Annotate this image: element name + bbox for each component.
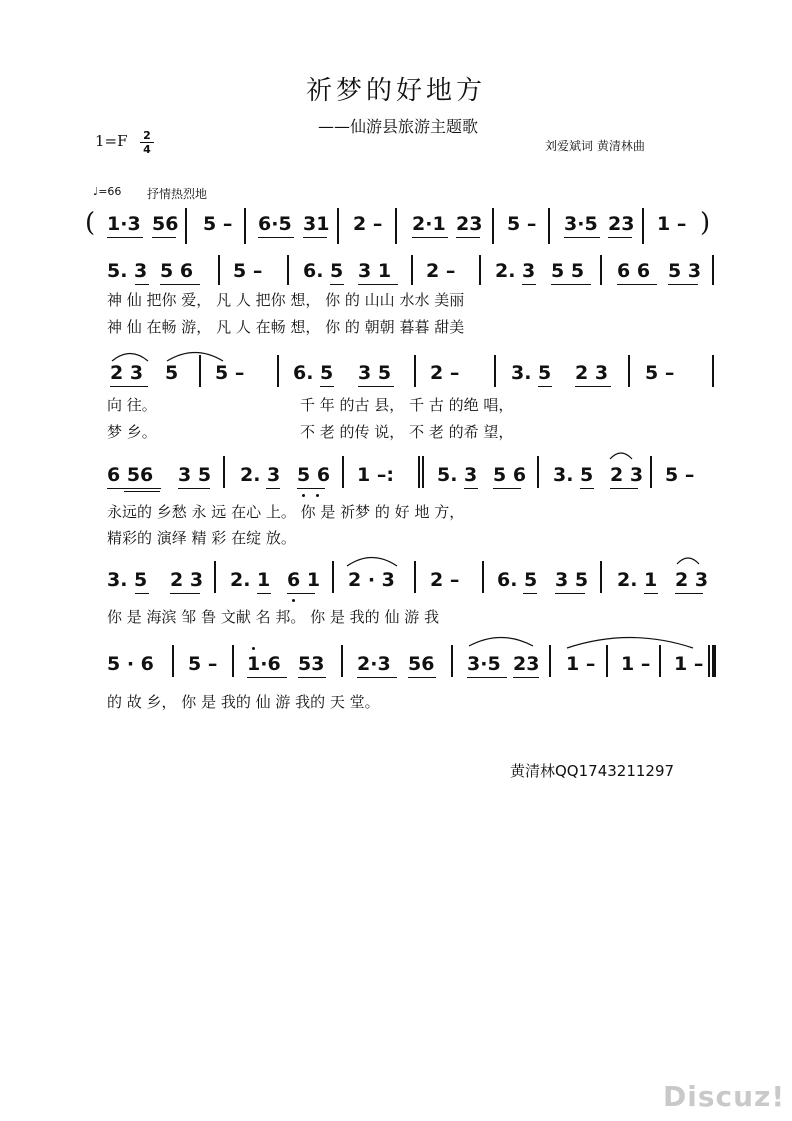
note-group: 5. 3 — [107, 260, 148, 282]
note-group: 1 –: — [357, 464, 394, 486]
lyric-line-2: 精彩的 演绎 精 彩 在绽 放。 — [107, 529, 296, 547]
lyric-line-1: 你 是 海滨 邹 鲁 文献 名 邦。 你 是 我的 仙 游 我 — [107, 608, 439, 626]
note-group: 31 — [303, 213, 330, 235]
lyric-line-2: 神 仙 在畅 游， 凡 人 在畅 想， 你 的 朝朝 暮暮 甜美 — [107, 318, 465, 336]
note-group: 5 – — [233, 260, 263, 282]
slur-mark — [565, 635, 695, 649]
note-group: 5 – — [215, 362, 245, 384]
note-group: 5 – — [507, 213, 537, 235]
note-group: 2 · 3 — [348, 569, 395, 591]
note-group: 1·3 — [107, 213, 141, 235]
note-group: 5 – — [665, 464, 695, 486]
note-group: 2 – — [353, 213, 383, 235]
note-group: 23 — [456, 213, 483, 235]
watermark: Discuz! — [663, 1080, 786, 1113]
slur-mark — [165, 350, 225, 362]
lyric-line-2: 梦 乡。 — [107, 423, 157, 441]
score-row-2 — [0, 255, 792, 345]
score-row-5 — [0, 555, 792, 635]
note-group: 5 – — [203, 213, 233, 235]
lyric-line-1: 永远的 乡愁 永 远 在心 上。 你 是 祈梦 的 好 地 方， — [107, 503, 465, 521]
note-group: 3·5 — [467, 653, 501, 675]
note-group: 1·6 — [247, 653, 281, 675]
note-group: 56 — [408, 653, 435, 675]
slur-mark — [345, 555, 399, 567]
lyric-line-1: 的 故 乡， 你 是 我的 仙 游 我的 天 堂。 — [107, 693, 380, 711]
note-group: 5 6 — [160, 260, 194, 282]
note-group: 6 6 — [617, 260, 651, 282]
lyric-line-1: 神 仙 把你 爱， 凡 人 把你 想， 你 的 山山 水水 美丽 — [107, 291, 465, 309]
note-group: 1 – — [621, 653, 651, 675]
note-group: 3. 5 — [553, 464, 594, 486]
song-title: 祈梦的好地方 — [305, 76, 486, 106]
tempo-marking: ♩=66 — [93, 185, 122, 198]
key-signature: 1=F — [95, 132, 128, 150]
note-group: 23 — [513, 653, 540, 675]
note-group: 2 3 — [610, 464, 644, 486]
note-group: 2. 1 — [617, 569, 658, 591]
note-group: 5 — [165, 362, 179, 384]
score-row-6 — [0, 635, 792, 725]
note-group: 5 · 6 — [107, 653, 154, 675]
note-group: 6 1 — [287, 569, 321, 591]
slur-mark — [110, 350, 150, 362]
note-group: 2·3 — [357, 653, 391, 675]
slur-mark — [675, 555, 701, 565]
note-group: 5. 3 — [437, 464, 478, 486]
lyric-line-2b: 不 老 的传 说， 不 老 的希 望， — [300, 423, 514, 441]
note-group: 6·5 — [258, 213, 292, 235]
note-group: 5 5 — [551, 260, 585, 282]
note-group: 5 – — [188, 653, 218, 675]
note-group: 2 3 — [675, 569, 709, 591]
credits: 刘爱斌词 黄清林曲 — [545, 139, 645, 153]
note-group: 3. 5 — [511, 362, 552, 384]
slur-mark — [467, 635, 535, 647]
expression-marking: 抒情热烈地 — [147, 187, 208, 201]
note-group: 5 3 — [668, 260, 702, 282]
note-group: 23 — [608, 213, 635, 235]
time-signature-top: 2 — [143, 129, 151, 142]
author-contact: 黄清林QQ1743211297 — [510, 762, 675, 780]
note-group: 3·5 — [564, 213, 598, 235]
note-group: 1 – — [657, 213, 687, 235]
note-group: 2 – — [430, 569, 460, 591]
note-group: 2 – — [426, 260, 456, 282]
note-group: 5 – — [645, 362, 675, 384]
note-group: 3. 5 — [107, 569, 148, 591]
note-group: 3 5 — [358, 362, 392, 384]
note-group: 2. 3 — [495, 260, 536, 282]
lyric-line-1b: 千 年 的古 县， 千 古 的绝 唱， — [300, 396, 514, 414]
note-group: 1 – — [566, 653, 596, 675]
time-signature-bottom: 4 — [143, 143, 151, 156]
note-group: 2. 1 — [230, 569, 271, 591]
note-group: 6. 5 — [497, 569, 538, 591]
note-group: 3 5 — [178, 464, 212, 486]
note-group: 2·1 — [412, 213, 446, 235]
slur-mark — [608, 450, 634, 460]
note-group: 5 6 — [493, 464, 527, 486]
song-subtitle: ——仙游县旅游主题歌 — [317, 117, 478, 136]
note-group: 5 6 — [297, 464, 331, 486]
note-group: 6 56 — [107, 464, 154, 486]
note-group: 1 – — [674, 653, 704, 675]
score-row-4 — [0, 450, 792, 550]
note-group: 2 3 — [110, 362, 144, 384]
note-group: 2. 3 — [240, 464, 281, 486]
note-group: 53 — [298, 653, 325, 675]
score-row-1 — [0, 200, 792, 250]
close-paren: ) — [700, 208, 711, 238]
note-group: 56 — [152, 213, 179, 235]
time-signature — [140, 130, 154, 155]
note-group: 6. 5 — [303, 260, 344, 282]
open-paren: ( — [85, 208, 96, 238]
note-group: 3 1 — [358, 260, 392, 282]
note-group: 2 3 — [170, 569, 204, 591]
note-group: 6. 5 — [293, 362, 334, 384]
score-row-3 — [0, 350, 792, 445]
note-group: 2 – — [430, 362, 460, 384]
note-group: 3 5 — [555, 569, 589, 591]
note-group: 2 3 — [575, 362, 609, 384]
lyric-line-1: 向 往。 — [107, 396, 157, 414]
